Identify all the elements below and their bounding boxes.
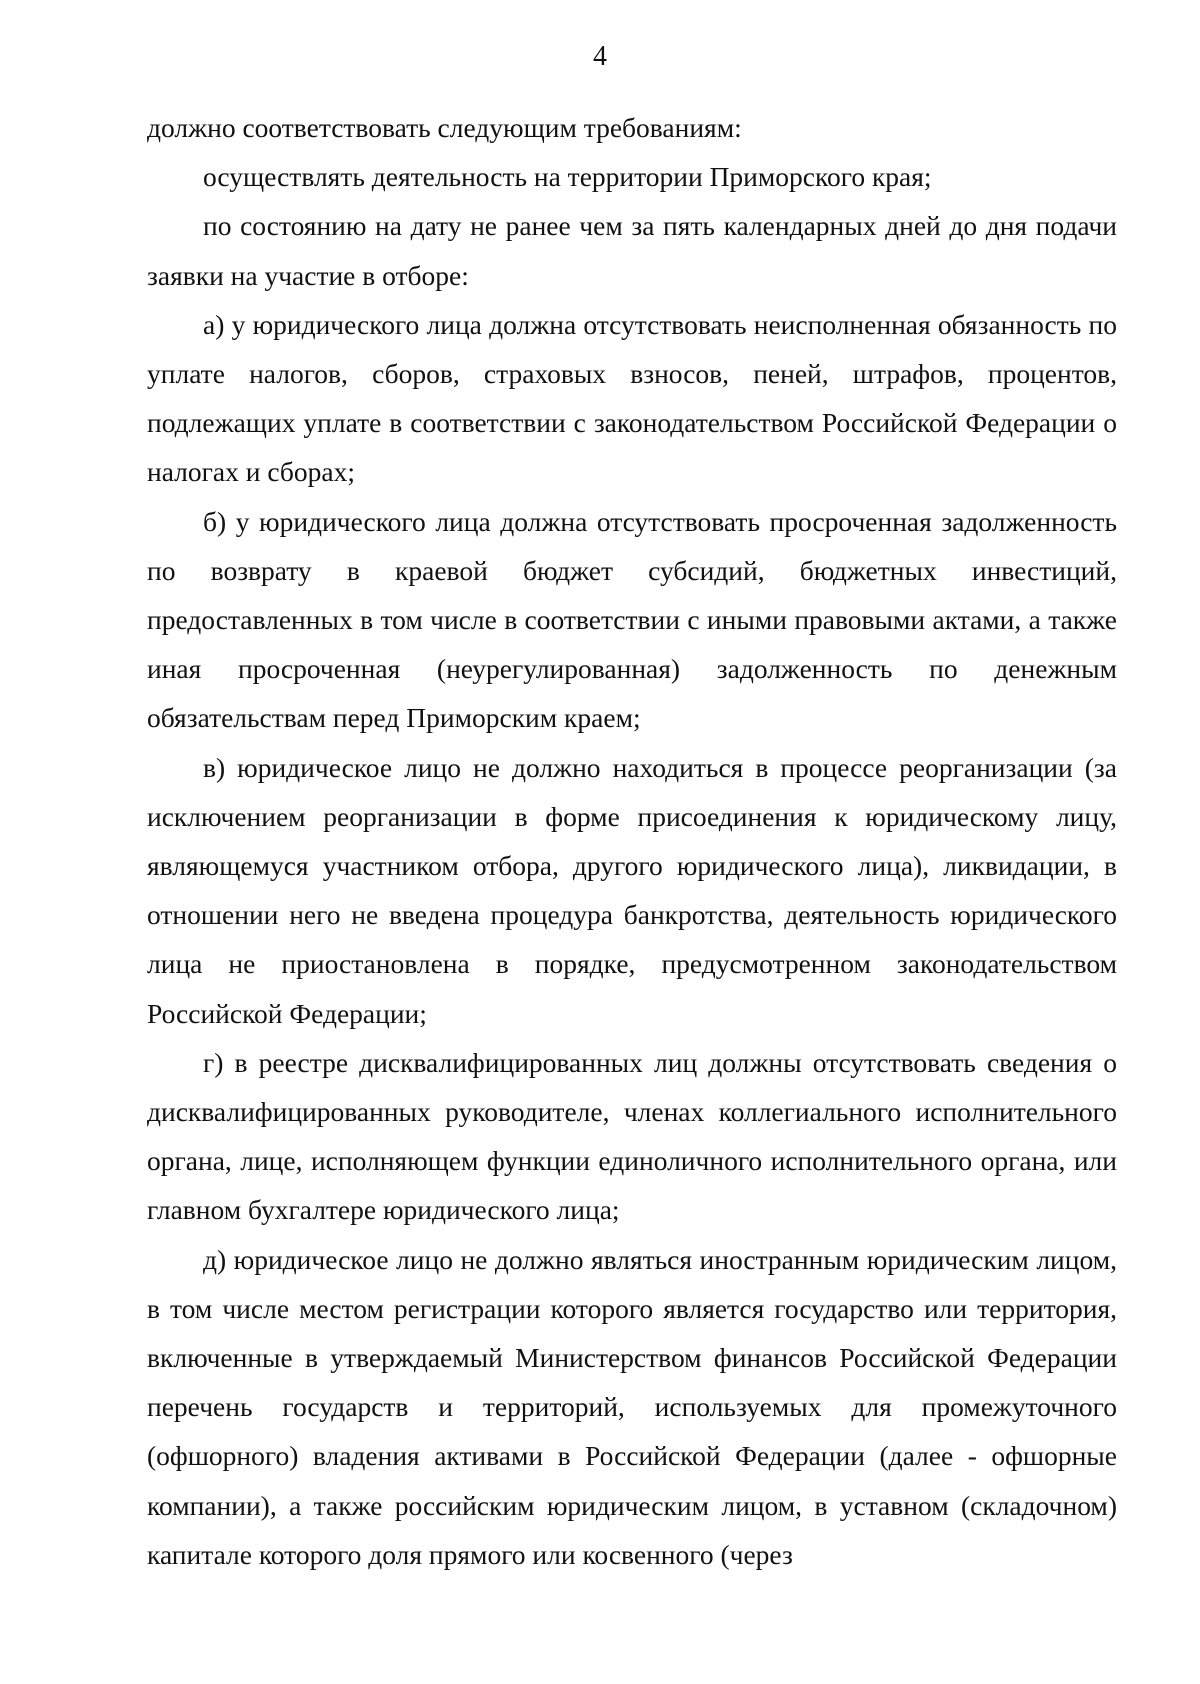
paragraph-item-g: г) в реестре дисквалифицированных лиц должны отсутствовать сведения о дисквалифицированных руководителе, членах коллегиального исполнительного органа, лице, исполняющем функции единоличного исполнительного органа, или главном бухгалтере юридического лица; <box>147 1046 1117 1226</box>
paragraph-item-v: в) юридическое лицо не должно находиться в процессе реорганизации (за исключением реорганизации в форме присоединения к юридическому лицу, являющемуся участником отбора, другого юридического лица), ликвидации, в отношении него не введена процедура банкротства, деятельность юридического лица не приостановлена в порядке, предусмотренном законодательством Российской Федерации; <box>147 751 1117 1029</box>
paragraph-item-b: б) у юридического лица должна отсутствовать просроченная задолженность по возврату в краевой бюджет субсидий, бюджетных инвестиций, предоставленных в том числе в соответствии с иными правовыми актами, а также иная просроченная (неурегулированная) задолженность по денежным обязательствам перед Приморским краем; <box>147 505 1117 734</box>
document-body <box>147 103 1117 1579</box>
page-number: 4 <box>593 41 607 72</box>
paragraph-item-d: д) юридическое лицо не должно являться иностранным юридическим лицом, в том числе местом регистрации которого является государство или территория, включенные в утверждаемый Министерством финансов Российской Федерации перечень государств и территорий, используемых для промежуточного (офшорного) владения активами в Российской Федерации (далее - офшорные компании), а также российским юридическим лицом, в уставном (складочном) капитале которого доля прямого или косвенного (через <box>147 1243 1117 1570</box>
paragraph-item-a: а) у юридического лица должна отсутствовать неисполненная обязанность по уплате налогов, сборов, страховых взносов, пеней, штрафов, процентов, подлежащих уплате в соответствии с законодательством Российской Федерации о налогах и сборах; <box>147 308 1117 488</box>
paragraph-territory: осуществлять деятельность на территории Приморского края; <box>203 161 932 193</box>
paragraph-date-condition: по состоянию на дату не ранее чем за пять календарных дней до дня подачи заявки на участие в отборе: <box>147 210 1117 291</box>
paragraph-intro: должно соответствовать следующим требованиям: <box>147 112 742 143</box>
